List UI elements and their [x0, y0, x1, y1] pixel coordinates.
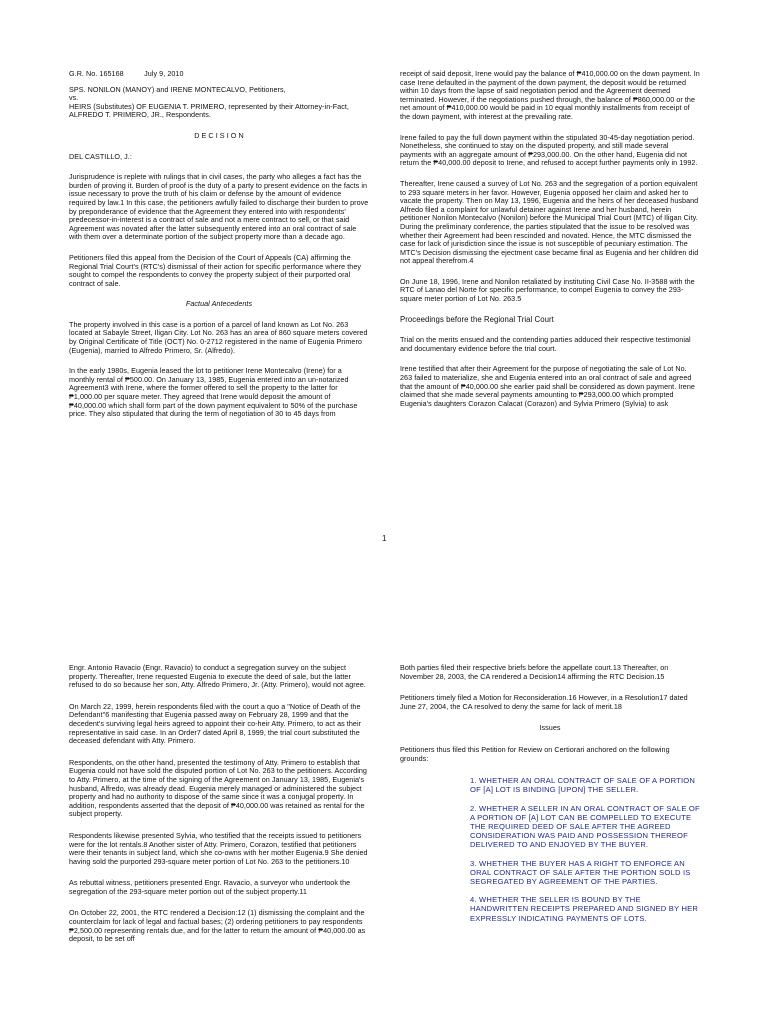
paragraph: Irene testified that after their Agreement for the purpose of negotiating the sale of Lot No. 263 failed to materialize, she and Eugenia entered into an oral contract of sale and agreed that the amount of ₱40,000.00 she earlier paid shall be considered as down payment. Irene claimed that she made several payments amounting to ₱293,000.00 which prompted Eugenia's daughters Corazon Calacat (Corazon) and Sylvia Primero (Sylvia) to ask [400, 364, 695, 408]
page-number: 1 [382, 534, 387, 543]
versus-line: vs. [69, 93, 79, 103]
paragraph: Petitioners filed this appeal from the Decision of the Court of Appeals (CA) affirming the Regional Trial Court's (RTC's) dismissal of their action for specific performance where they sought to compel the respondents to convey the property subject of their purported oral contract of sale. [69, 252, 362, 288]
page-1-right-column [400, 70, 700, 415]
decision-title: D E C I S I O N [194, 130, 244, 140]
paragraph: In the early 1980s, Eugenia leased the lot to petitioner Irene Montecalvo (Irene) for a monthly rental of ₱500.00. On January 13, 1985, Eugenia entered into an un-notarized Agreement3 with Irene, where the former offered to sell the property to the latter for ₱1,000.00 per square meter. They agreed that Irene would deposit the amount of ₱40,000.00 which shall form part of the down payment equivalent to 50% of the purchase price. They also stipulated that during the term of negotiation of 30 to 45 days from [69, 366, 358, 419]
page-2 [0, 590, 768, 1024]
respondents-line: HEIRS (Substitutes) OF EUGENIA T. PRIMERO, represented by their Attorney-in-Fact, ALFREDO T. PRIMERO, JR., Respondents. [69, 101, 349, 120]
section-heading-issues: Issues [539, 723, 561, 733]
paragraph: On March 22, 1999, herein respondents filed with the court a quo a "Notice of Death of the Defendant"6 manifesting that Eugenia passed away on February 28, 1999 and that the decedent's surviving legal heirs agreed to appoint their co-heir Atty. Primero, to act as their representative in said case. In an Order7 dated April 8, 1999, the trial court substituted the deceased defendant with Atty. Primero. [69, 701, 362, 746]
paragraph: Both parties filed their respective briefs before the appellate court.13 Thereafter, on November 28, 2003, the CA rendered a Decision14 affirming the RTC Decision.15 [400, 663, 669, 681]
paragraph: Jurisprudence is replete with rulings that in civil cases, the party who alleges a fact has the burden of proving it. Burden of proof is the duty of a party to present evidence on the facts in issue necessary to prove the truth of his claim or defense by the amount of evidence required by law.1 In this case, the petitioners awfully failed to discharge their burden to prove by preponderance of evidence that the Agreement they entered into with respondents' predecessor-in-interest is a contract of sale and not a mere contract to sell, or that said Agreement was novated after the latter subsequently entered into an oral contract of sale with them over a determinate portion of the subject property more than a decade ago. [69, 172, 369, 242]
paragraph: Engr. Antonio Ravacio (Engr. Ravacio) to conduct a segregation survey on the subject property. Thereafter, Irene requested Eugenia to execute the deed of sale, but the latter refused to do so because her son, Atty. Alfredo Primero, Jr. (Atty. Primero), would not agree. [69, 663, 366, 690]
page-2-right-column [400, 664, 700, 932]
paragraph: Thereafter, Irene caused a survey of Lot No. 263 and the segregation of a portion equivalent to 293 square meters in her favor. However, Eugenia opposed her claim and asked her to vacate the property. Then on May 13, 1996, Eugenia and the heirs of her deceased husband Alfredo filed a complaint for unlawful detainer against Irene and her husband, herein petitioner Nonilon Montecalvo (Nonilon) before the Municipal Trial Court (MTC) of Iligan City. During the preliminary conference, the parties stipulated that the issue to be resolved was whether their Agreement had been rescinded and novated. Hence, the MTC dismissed the case for lack of jurisdiction since the issue is not susceptible of pecuniary estimation. The MTC's Decision dismissing the ejectment case became final as Eugenia and her children did not appeal therefrom.4 [400, 178, 699, 266]
paragraph: On October 22, 2001, the RTC rendered a Decision:12 (1) dismissing the complaint and the counterclaim for lack of legal and factual bases; (2) ordering petitioners to pay respondents ₱2,500.00 representing rentals due, and for the latter to return the amount of ₱40,000.00 as deposit, to be set off [69, 908, 366, 944]
issue-item: 3. WHETHER THE BUYER HAS A RIGHT TO ENFORCE AN ORAL CONTRACT OF SALE AFTER THE PORTION SOLD IS SEGREGATED BY AGREEMENT OF THE PARTIES. [470, 858, 691, 886]
petitioners-line: SPS. NONILON (MANOY) and IRENE MONTECALVO, Petitioners, [69, 84, 286, 94]
page-1-left-column [69, 70, 369, 426]
paragraph: Trial on the merits ensued and the contending parties adduced their respective testimonial and documentary evidence before the trial court. [400, 335, 691, 353]
case-number-date: G.R. No. 165168 July 9, 2010 [69, 69, 184, 78]
section-heading-factual-antecedents: Factual Antecedents [185, 299, 253, 309]
ponente: DEL CASTILLO, J.: [69, 151, 132, 161]
paragraph: Petitioners thus filed this Petition for Review on Certiorari anchored on the following grounds: [400, 744, 670, 763]
paragraph: The property involved in this case is a portion of a parcel of land known as Lot No. 263 located at Sabayle Street, Iligan City. Lot No. 263 has an area of 860 square meters covered by Original Certificate of Title (OCT) No. 0-2712 registered in the name of Eugenia Primero (Eugenia), married to Alfredo Primero, Sr. (Alfredo). [69, 319, 368, 355]
issue-item: 1. WHETHER AN ORAL CONTRACT OF SALE OF A PORTION OF [A] LOT IS BINDING [UPON] THE SELLER. [470, 776, 696, 795]
paragraph: receipt of said deposit, Irene would pay the balance of ₱410,000.00 on the down payment. In case Irene defaulted in the payment of the down payment, the deposit would be returned within 10 days from the lapse of said negotiation period and the Agreement deemed terminated. However, if the negotiations pushed through, the balance of ₱860,000.00 or the net amount of ₱410,000.00 would be paid in 10 equal monthly installments from receipt of the down payment, with interest at the prevailing rate. [400, 69, 700, 121]
section-heading-rtc-proceedings: Proceedings before the Regional Trial Court [400, 314, 554, 324]
issues-list [400, 776, 700, 923]
page-2-left-column [69, 664, 369, 951]
paragraph: Respondents, on the other hand, presented the testimony of Atty. Primero to establish that Eugenia could not have sold the disputed portion of Lot No. 263 to the petitioners. According to Atty. Primero, at the time of the signing of the Agreement on January 13, 1985, Eugenia's husband, Alfredo, was already dead. Eugenia merely managed or administered the subject property and had no authority to dispose of the same since it was a conjugal property. In addition, respondents asserted that the deposit of ₱40,000.00 was retained as rental for the subject property. [69, 757, 367, 819]
issue-item: 4. WHETHER THE SELLER IS BOUND BY THE HANDWRITTEN RECEIPTS PREPARED AND SIGNED BY HER EXPRESSLY INDICATING PAYMENTS OF LOTS. [470, 895, 699, 923]
paragraph: Respondents likewise presented Sylvia, who testified that the receipts issued to petitioners were for the lot rentals.8 Another sister of Atty. Primero, Corazon, testified that petitioners were their tenants in subject land, which she co-owns with her mother Eugenia.9 She denied having sold the purported 293-square meter portion of Lot No. 263 to the petitioners.10 [69, 830, 368, 866]
issue-item: 2. WHETHER A SELLER IN AN ORAL CONTRACT OF SALE OF A PORTION OF [A] LOT CAN BE COMPELLED TO EXECUTE THE REQUIRED DEED OF SALE AFTER THE AGREED CONSIDERATION WAS PAID AND POSSESSION THEREOF DELIVERED TO AND ENJOYED BY THE BUYER. [470, 803, 700, 850]
paragraph: On June 18, 1996, Irene and Nonilon retaliated by instituting Civil Case No. II-3588 with the RTC of Lanao del Norte for specific performance, to compel Eugenia to convey the 293-square meter portion of Lot No. 263.5 [400, 276, 695, 304]
paragraph: Petitioners timely filed a Motion for Reconsideration.16 However, in a Resolution17 dated June 27, 2004, the CA resolved to deny the same for lack of merit.18 [400, 693, 688, 711]
paragraph: As rebuttal witness, petitioners presented Engr. Ravacio, a surveyor who undertook the segregation of the 293-square meter portion out of the subject property.11 [69, 878, 351, 896]
paragraph: Irene failed to pay the full down payment within the stipulated 30-45-day negotiation period. Nonetheless, she continued to stay on the disputed property, and still made several payments with an aggregate amount of ₱293,000.00. On the other hand, Eugenia did not return the ₱40,000.00 deposit to Irene, and refused to accept further payments only in 1992. [400, 132, 698, 168]
